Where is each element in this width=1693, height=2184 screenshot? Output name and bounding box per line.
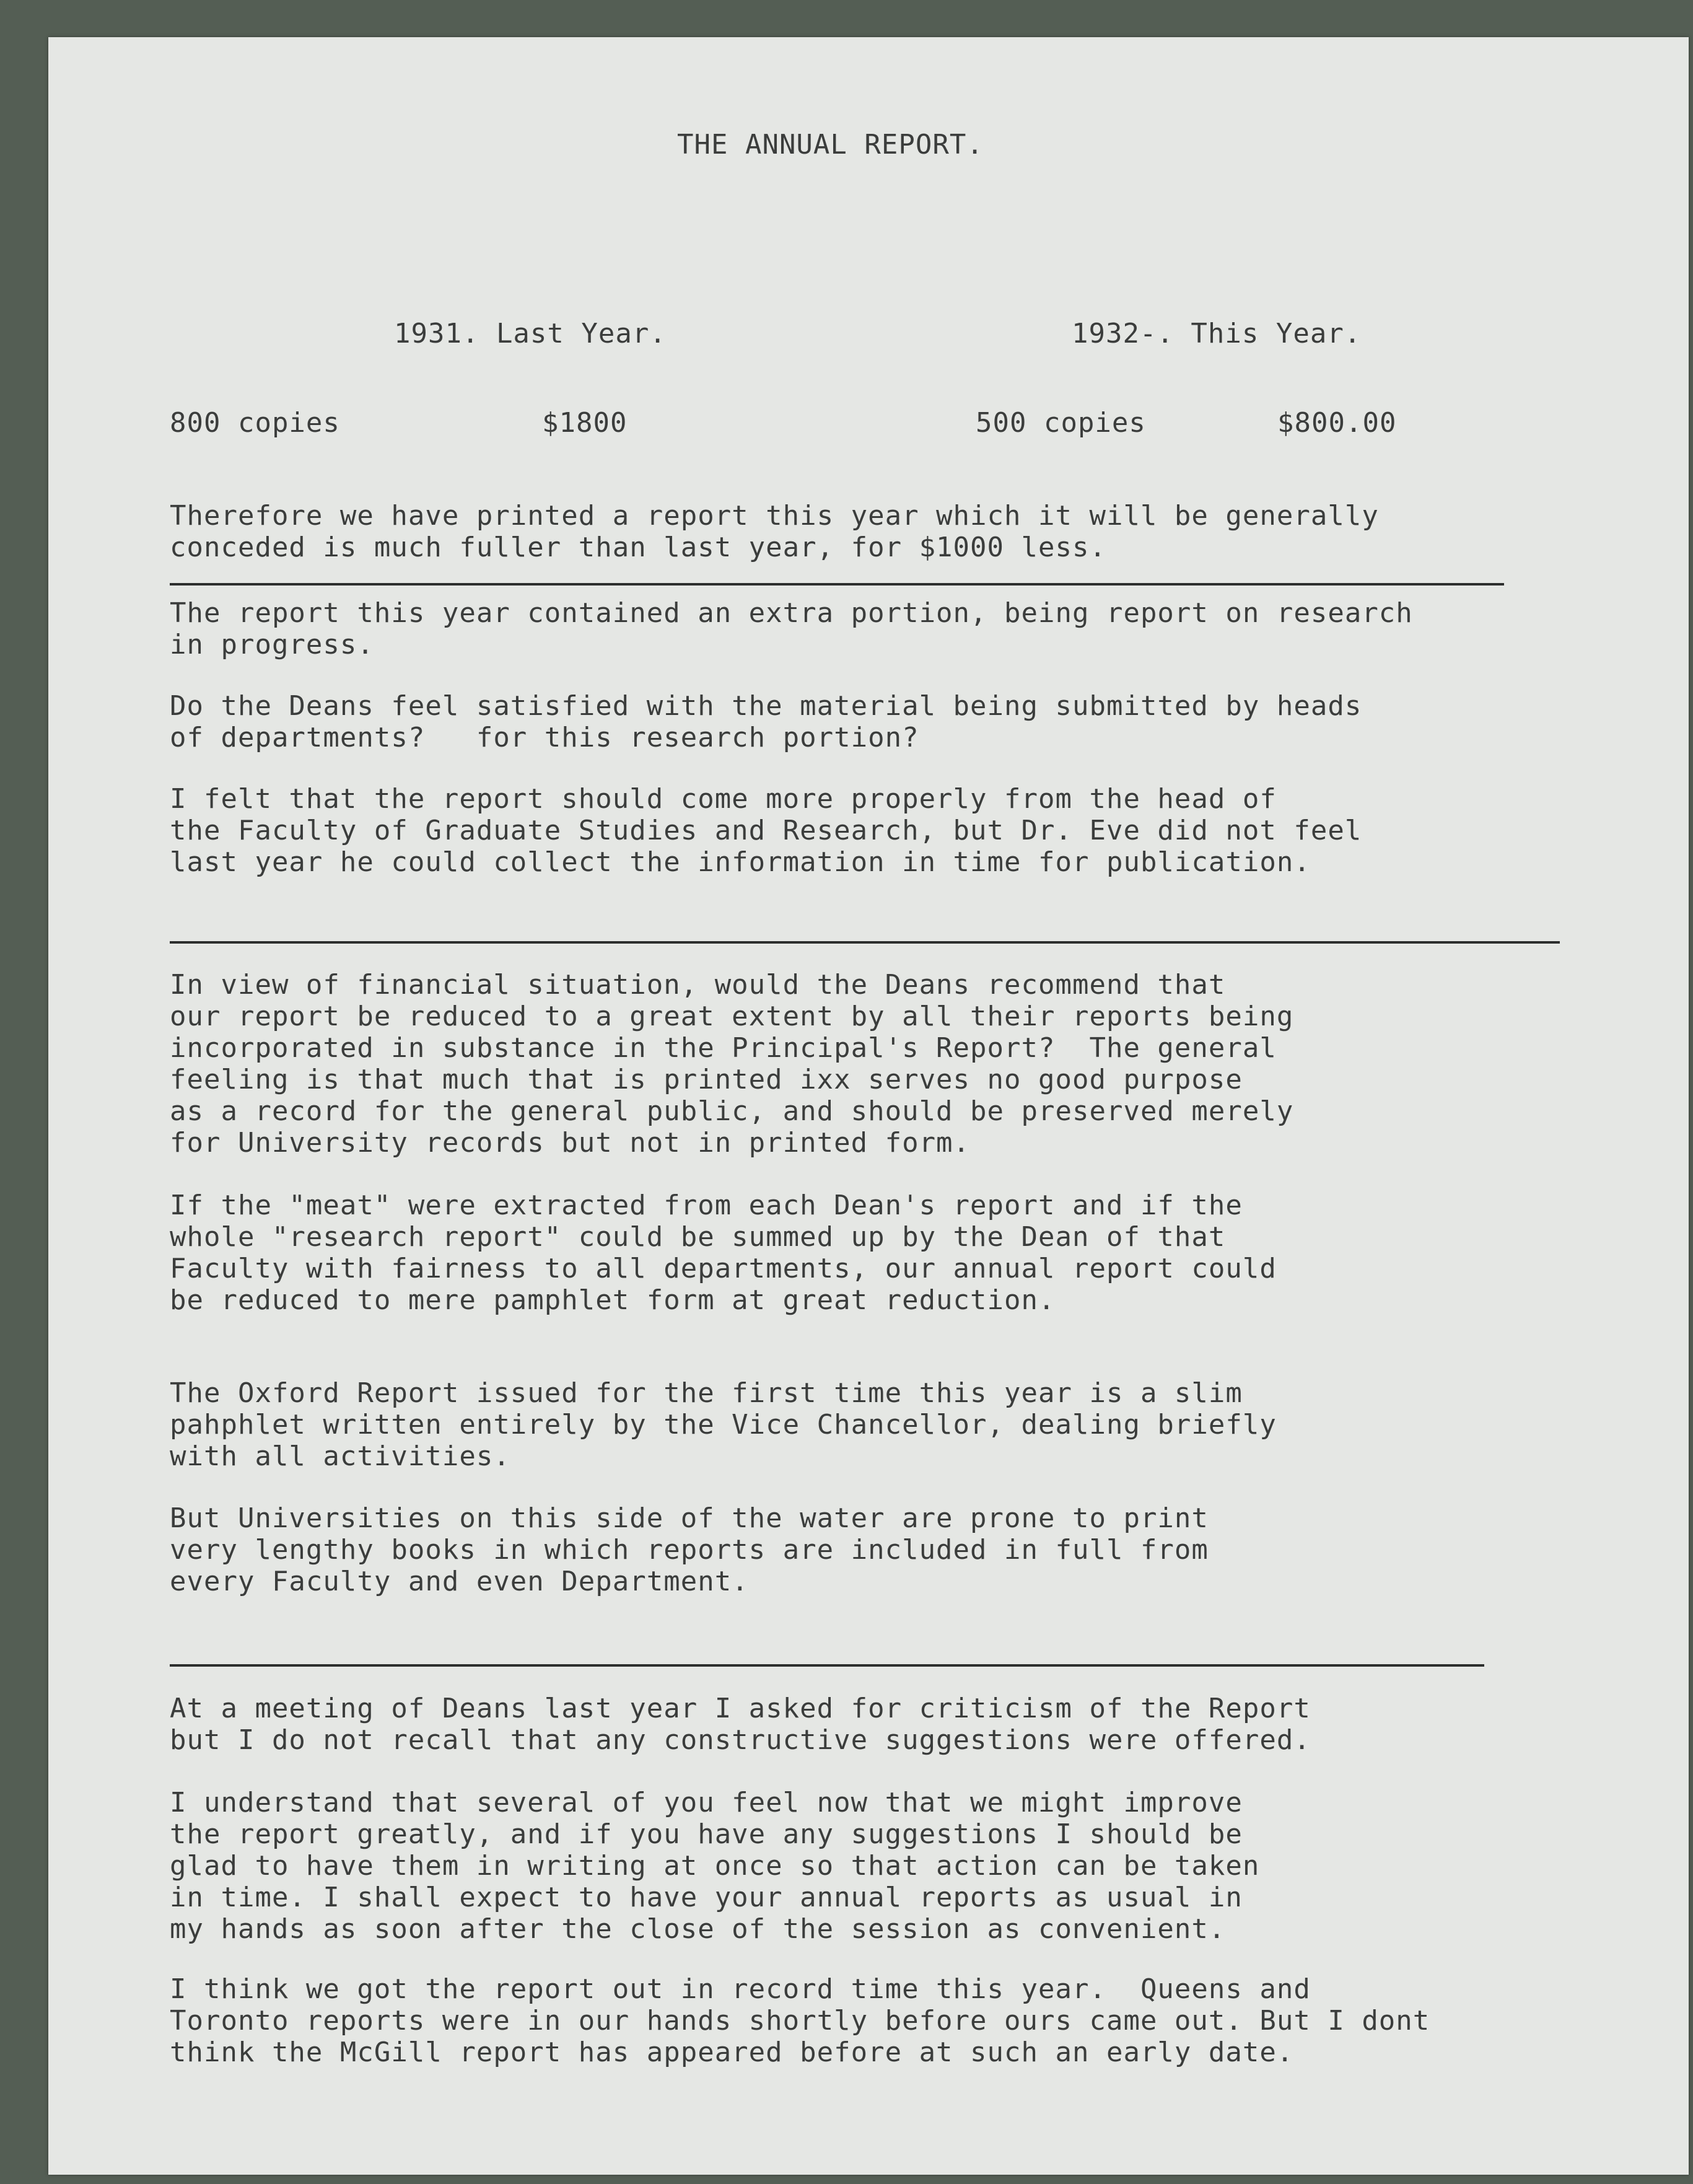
paragraph-understand: I understand that several of you feel now that we might improve the report greatly, and if you have any suggestions I should be glad to have them in writing at once so that action can be taken in time. I shall expect to have your annual reports as usual in my hands as soon after the close of the session as convenient. [170,1787,1260,1945]
last-year-copies: 800 copies [170,407,340,439]
paragraph-universities: But Universities on this side of the water are prone to print very lengthy books in which reports are included in full from every Faculty and even Department. [170,1502,1209,1597]
divider-3 [170,1664,1484,1667]
paragraph-record-time: I think we got the report out in record time this year. Queens and Toronto reports were in our hands shortly before ours came out. But I dont think the McGill report has appeared before at such an early date. [170,1973,1430,2068]
paragraph-meat: If the "meat" were extracted from each Dean's report and if the whole "research report" could be summed up by the Dean of that Faculty with fairness to all departments, our annual report could be reduced to mere pamphlet form at great reduction. [170,1190,1277,1316]
paragraph-therefore: Therefore we have printed a report this year which it will be generally conceded is much fuller than last year, for $1000 less. [170,500,1379,563]
paragraph-financial: In view of financial situation, would the Deans recommend that our report be reduced to a great extent by all their reports being incorporated in substance in the Principal's Report? The general feeling is that much that is printed ixx serves no good purpose as a record for the general public, and should be preserved merely for University records but not in printed form. [170,969,1294,1159]
this-year-cost: $800.00 [1277,407,1397,439]
paragraph-felt: I felt that the report should come more properly from the head of the Faculty of Graduate Studies and Research, but Dr. Eve did not feel last year he could collect the information in time for publication. [170,783,1362,878]
page-title: THE ANNUAL REPORT. [677,129,984,160]
divider-1 [170,583,1504,585]
divider-2 [170,941,1560,944]
paragraph-deans-satisfied: Do the Deans feel satisfied with the material being submitted by heads of departments? for this research portion? [170,690,1362,753]
document-page [48,37,1689,2175]
this-year-copies: 500 copies [976,407,1146,439]
paragraph-extra-portion: The report this year contained an extra portion, being report on research in progress. [170,597,1413,660]
paragraph-oxford: The Oxford Report issued for the first time this year is a slim pahphlet written entirely by the Vice Chancellor, dealing briefly with all activities. [170,1377,1277,1472]
last-year-heading: 1931. Last Year. [394,318,667,349]
this-year-heading: 1932-. This Year. [1072,318,1362,349]
paragraph-meeting: At a meeting of Deans last year I asked for criticism of the Report but I do not recall that any constructive suggestions were offered. [170,1693,1311,1756]
last-year-cost: $1800 [542,407,628,439]
